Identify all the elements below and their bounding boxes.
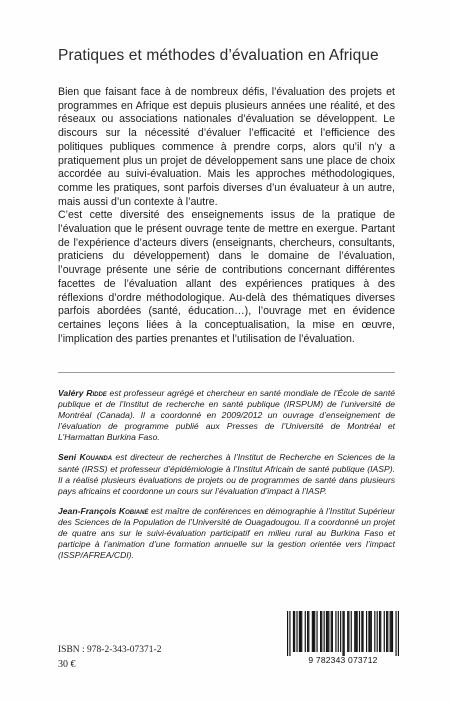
barcode-bar	[386, 611, 387, 652]
barcode-bar	[351, 611, 352, 652]
author-name: Jean-François Kobiané	[58, 505, 149, 516]
barcode-bar	[307, 611, 308, 652]
barcode-bar	[312, 611, 313, 652]
barcode-bar	[300, 611, 301, 652]
barcode-bar	[370, 611, 371, 652]
barcode-bar	[331, 611, 332, 652]
barcode-bar	[320, 611, 321, 652]
section-divider	[58, 372, 395, 373]
barcode-bar	[296, 611, 297, 652]
barcode-bar	[294, 611, 295, 652]
isbn-text: ISBN : 978-2-343-07371-2	[58, 645, 162, 655]
barcode-bar	[362, 611, 363, 652]
barcode-bar	[391, 611, 392, 652]
barcode-bar	[355, 611, 356, 652]
author-name: Valéry Ridde	[58, 388, 107, 398]
barcode-bar	[324, 611, 325, 652]
barcode-bars	[287, 611, 399, 656]
barcode-bar	[314, 611, 315, 652]
summary-text	[58, 86, 395, 346]
barcode-bar	[328, 611, 329, 652]
barcode-bar	[387, 611, 388, 652]
barcode-bar	[395, 611, 396, 656]
author-bios	[58, 388, 395, 570]
barcode-bar	[371, 611, 372, 652]
barcode-bar	[398, 611, 399, 656]
book-title: Pratiques et méthodes d’évaluation en Afrique	[58, 47, 379, 64]
barcode-bar	[390, 611, 391, 652]
barcode-digits: 9 782343 073712	[308, 655, 378, 665]
barcode-bar	[308, 611, 309, 652]
barcode-bar	[289, 611, 290, 656]
barcode-bar	[384, 611, 385, 652]
barcode-bar	[287, 611, 288, 656]
barcode-bar	[366, 611, 367, 652]
barcode-bar	[348, 611, 349, 652]
barcode-bar	[313, 611, 314, 652]
barcode-bar	[299, 611, 300, 652]
author-name: Seni Kouanda	[58, 452, 113, 463]
barcode-bar	[305, 611, 306, 652]
price-text: 30 €	[58, 659, 76, 670]
author-bio-ridde: Valéry Ridde est professeur agrégé et chercheur en santé mondiale de l’École de santé publique et de l’Institut de recherche en santé publique (IRSPUM) de l’université de Montréal (Canada). Il a coordonné en 2009/2012 un ouvrage d’enseignement de l’évaluation de programme publié aux Presses de l’Université de Montréal et L’Harmattan Burkina Faso.	[58, 388, 395, 443]
summary-paragraph-2: C’est cette diversité des enseignements issus de la pratique de l’évaluation que le présent ouvrage tente de mettre en exergue. Partant de l’expérience d’acteurs divers (enseignants, chercheurs, consultants, praticiens du développement) dans le domaine de l’évaluation, l’ouvrage présente une série de contributions concernant différentes facettes de l’évaluation allant des expériences pratiques à des réflexions d’ordre méthodologique. Au-delà des thématiques diverses parfois abordées (santé, éducation…), l’ouvrage met en évidence certaines leçons liées à la conceptualisation, la mise en œuvre, l’implication des parties prenantes et l’utilisation de l’évaluation.	[58, 209, 395, 345]
barcode-bar	[368, 611, 369, 652]
barcode-bar	[380, 611, 381, 652]
barcode-bar	[359, 611, 360, 652]
barcode-bar	[357, 611, 358, 652]
barcode-bar	[321, 611, 322, 652]
barcode-bar	[316, 611, 317, 652]
barcode-bar	[342, 611, 343, 656]
barcode-bar	[327, 611, 328, 652]
barcode-bar	[332, 611, 333, 652]
summary-paragraph-1: Bien que faisant face à de nombreux défis, l’évaluation des projets et programmes en Afrique est depuis plusieurs années une réalité, et des réseaux ou associations nationales d’évaluation se développent. Le discours sur la nécessité d’évaluer l’efficacité et l’efficience des politiques publiques commence à prendre corps, alors qu’il n’y a pratiquement plus un projet de développement sans une place de choix accordée au suivi-évaluation. Mais les approches méthodologiques, comme les pratiques, sont parfois diverses d’un évaluateur à un autre, mais aussi d’un contexte à l’autre.	[58, 86, 395, 208]
barcode-bar	[301, 611, 302, 652]
barcode-bar	[293, 611, 294, 652]
barcode-bar	[347, 611, 348, 652]
barcode-bar	[354, 611, 355, 652]
author-bio-kouanda: Seni Kouanda est directeur de recherches à l’Institut de Recherche en Sciences de la santé (IRSS) et professeur d’épidémiologie à l’Institut Africain de santé publique (IASP). Il a réalisé plusieurs évaluations de projets ou de programmes de santé dans plusieurs pays africains et coordonne un cours sur l’évaluation d’impact à l’IASP.	[58, 452, 395, 496]
barcode-bar	[361, 611, 362, 652]
barcode-bar	[335, 611, 336, 652]
barcode-bar	[338, 611, 339, 652]
barcode-bar	[326, 611, 327, 652]
barcode-bar	[344, 611, 345, 656]
author-bio-kobiane: Jean-François Kobiané est maître de conférences en démographie à l’Institut Supérieur des Sciences de la Population de l’Université de Ouagadougou. Il a coordonné un projet de quatre ans sur le suivi-évaluation participatif en milieu rural au Burkina Faso et participe à l’animation d’une formation annuelle sur la gestion orientée vers l’impact (ISSP/AFREA/CDI).	[58, 505, 395, 561]
barcode-bar	[340, 611, 341, 652]
barcode	[287, 611, 399, 667]
barcode-bar	[379, 611, 380, 652]
barcode-bar	[377, 611, 378, 652]
barcode-bar	[374, 611, 375, 652]
barcode-bar	[392, 611, 393, 652]
